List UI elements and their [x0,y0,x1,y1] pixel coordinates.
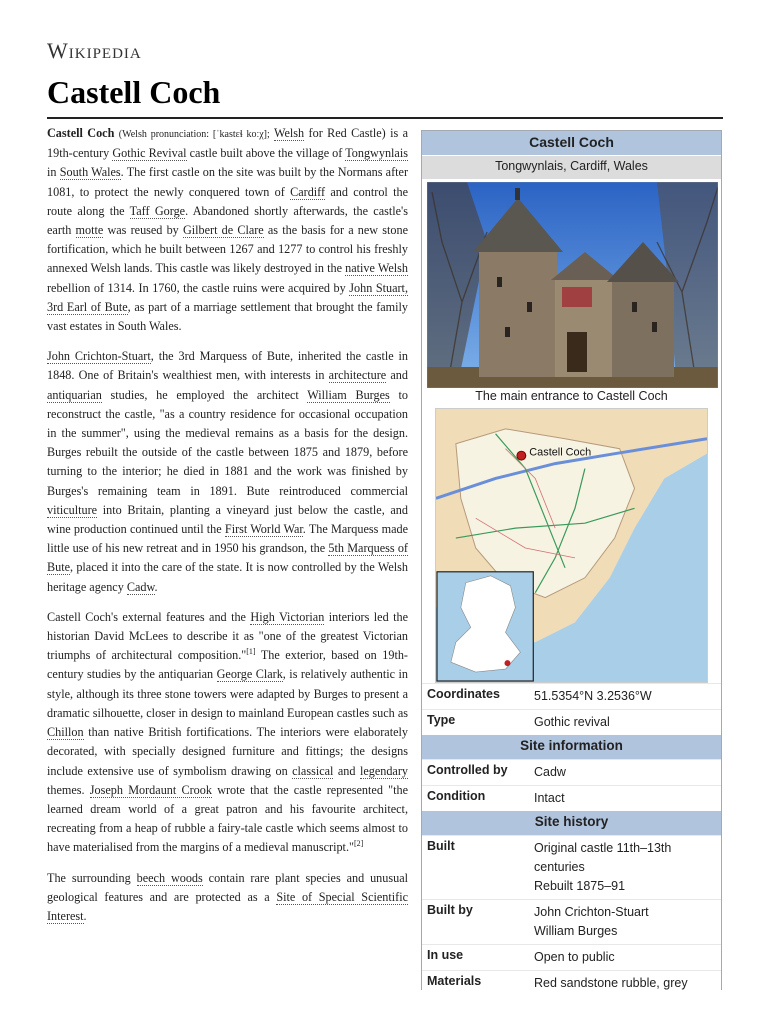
link-south-wales[interactable]: South Wales [59,165,121,180]
text: The surrounding [47,870,137,885]
row-type [422,709,721,735]
text: . Abandoned shortly afterwards, the castle's earth [47,203,408,238]
row-controlled-by [422,759,721,785]
row-key: Type [427,713,456,727]
section-site-history: Site history [422,811,721,835]
link-legendary[interactable]: legendary [359,763,408,778]
link-antiquarian[interactable]: antiquarian [47,387,102,402]
paragraph-intro [47,124,408,336]
text: and control the route along the [47,184,408,218]
infobox [421,130,722,990]
map-marker-label: Castell Coch [529,446,592,459]
builder-link[interactable]: William Burges [534,924,618,938]
row-key: In use [427,948,464,962]
row-key: Materials [427,974,482,988]
infobox-title: Castell Coch [422,131,721,155]
text: into Britain, planting a vineyard just below the castle, and wine production continued until the [47,502,408,537]
text: . [154,579,158,594]
lead-term: Castell Coch [47,126,115,140]
link-classical[interactable]: classical [292,763,334,778]
section-site-information: Site information [422,735,721,759]
paragraph-design [47,608,408,858]
row-value: Gothic revival [534,715,610,729]
row-value: Open to public [534,950,615,964]
link-5th-marquess[interactable]: 5th Marquess of Bute [47,541,408,575]
text: themes. [47,782,90,797]
text: was reused by [103,223,183,238]
pronunciation: (Welsh pronunciation: [ˈkastɛɬ koːχ]; [118,129,270,140]
page-title: Castell Coch [47,74,221,110]
row-key: Condition [427,789,486,803]
text: . The Marquess made little use of his new retreat and in 1950 his grandson, the [47,522,408,556]
link-viticulture[interactable]: viticulture [47,502,98,517]
row-key: Built by [427,903,473,917]
link-gothic-revival[interactable]: Gothic Revival [112,146,187,161]
row-condition [422,785,721,811]
row-coordinates [422,683,721,709]
text: . [83,908,87,923]
text: rebellion of 1314. In 1760, the castle ruins were acquired by [47,280,350,295]
row-value: Red sandstone rubble, grey [534,976,688,990]
text: . The first castle on the site was built by the Normans after 1081, to protect the newly conquered town of [47,165,408,199]
coordinates-value[interactable]: 51.5354°N 3.2536°W [534,689,652,703]
link-gilbert-de-clare[interactable]: Gilbert de Clare [182,223,264,238]
text: and [386,368,408,383]
text: than native British fortifications. The interiors were elaborately decorated, with specially designed furniture and fittings; the designs include extensive use of symbolism drawing on [47,725,408,778]
link-tongwynlais[interactable]: Tongwynlais [345,146,408,161]
infobox-location: Tongwynlais, Cardiff, Wales [422,155,721,179]
castle-photo[interactable] [427,182,718,388]
link-cardiff[interactable]: Cardiff [290,184,326,199]
reference-2[interactable]: [2] [353,839,364,849]
photo-caption: The main entrance to Castell Coch [475,389,668,403]
row-value[interactable]: Cadw [534,765,566,779]
text: to reconstruct the castle, "as a country residence for occasional occupation in the summer", using the medieval remains as a basis for the design. Burges rebuilt the outside of the castle between 1875 and 1879, before turning to the interior; he died in 1881 and the work was finished by Burges's remaining team in 1891. Bute reintroduced commercial [47,387,408,498]
built-line: Rebuilt 1875–91 [534,879,626,893]
row-key: Controlled by [427,763,508,777]
text: and [333,763,360,778]
row-built [422,835,721,899]
text: , the 3rd Marquess of Bute, inherited the castle in 1848. One of Britain's wealthiest men, with interests in [47,349,408,383]
text: , placed it into the care of the state. It is now controlled by the Welsh heritage agency [47,560,408,594]
row-value: Intact [534,791,565,805]
link-john-crichton-stuart[interactable]: John Crichton-Stuart [47,349,151,364]
text: interiors led the historian David McLees to describe it as "one of the greatest Victorian triumphs of architectural composition." [47,609,408,663]
link-chillon[interactable]: Chillon [47,725,84,740]
link-taff-gorge[interactable]: Taff Gorge [129,203,186,218]
link-william-burges[interactable]: William Burges [307,387,390,402]
text: castle built above the village of [186,146,346,161]
article-body [47,124,408,937]
link-welsh[interactable]: Welsh [273,126,305,140]
row-key: Coordinates [427,687,500,701]
text: in [47,165,60,180]
title-underline [47,117,723,119]
link-native-welsh[interactable]: native Welsh [345,261,408,276]
text: Castell Coch's external features and the [47,609,251,624]
text: , is relatively authentic in style, although its three stone towers were adapted by Burges to present a dramatic silhouette, closer in design to mainland European castles such as [47,667,408,720]
link-cadw[interactable]: Cadw [126,579,155,594]
text: as the basis for a new stone fortification, which he built between 1267 and 1277 to control his freshly annexed Welsh lands. This castle was likely destroyed in the [47,223,408,276]
row-key: Built [427,839,455,853]
link-motte[interactable]: motte [75,223,104,238]
text: studies, he employed the architect [101,387,308,402]
text: wrote that the castle represented "the learned dream world of a great patron and his favourite architect, recreating from a heap of rubble a fairy-tale castle which seems almost to have materialised from the margins of a medieval manuscript." [47,782,408,855]
text: for Red Castle) is a 19th-century [47,126,409,161]
wikipedia-wordmark[interactable]: Wikipedia [47,38,142,63]
row-value [534,903,716,941]
builder-link[interactable]: John Crichton-Stuart [534,905,649,919]
row-value [534,839,716,896]
link-joseph-mordaunt-crook[interactable]: Joseph Mordaunt Crook [89,782,212,797]
link-beech-woods[interactable]: beech woods [136,870,203,885]
paragraph-history [47,347,408,597]
link-george-clark[interactable]: George Clark [216,667,283,682]
text: The exterior, based on 19th-century studies by the antiquarian [47,648,408,682]
reference-1[interactable]: [1] [246,647,256,657]
link-architecture[interactable]: architecture [328,368,387,383]
link-first-world-war[interactable]: First World War [224,522,303,537]
link-sssi[interactable]: Site of Special Scientific Interest [47,889,408,923]
infobox-rows-top [422,683,721,735]
link-john-stuart[interactable]: John Stuart, 3rd Earl of Bute [47,280,408,314]
built-line: Original castle 11th–13th centuries [534,841,672,874]
row-in-use [422,944,721,970]
text: , as part of a marriage settlement that brought the family vast estates in South Wales. [47,299,409,334]
row-built-by [422,899,721,944]
location-map[interactable] [435,408,708,683]
row-materials [422,970,721,990]
paragraph-woods [47,869,408,927]
link-high-victorian[interactable]: High Victorian [250,609,325,624]
text: contain rare plant species and unusual geological features and are protected as a [47,870,408,904]
